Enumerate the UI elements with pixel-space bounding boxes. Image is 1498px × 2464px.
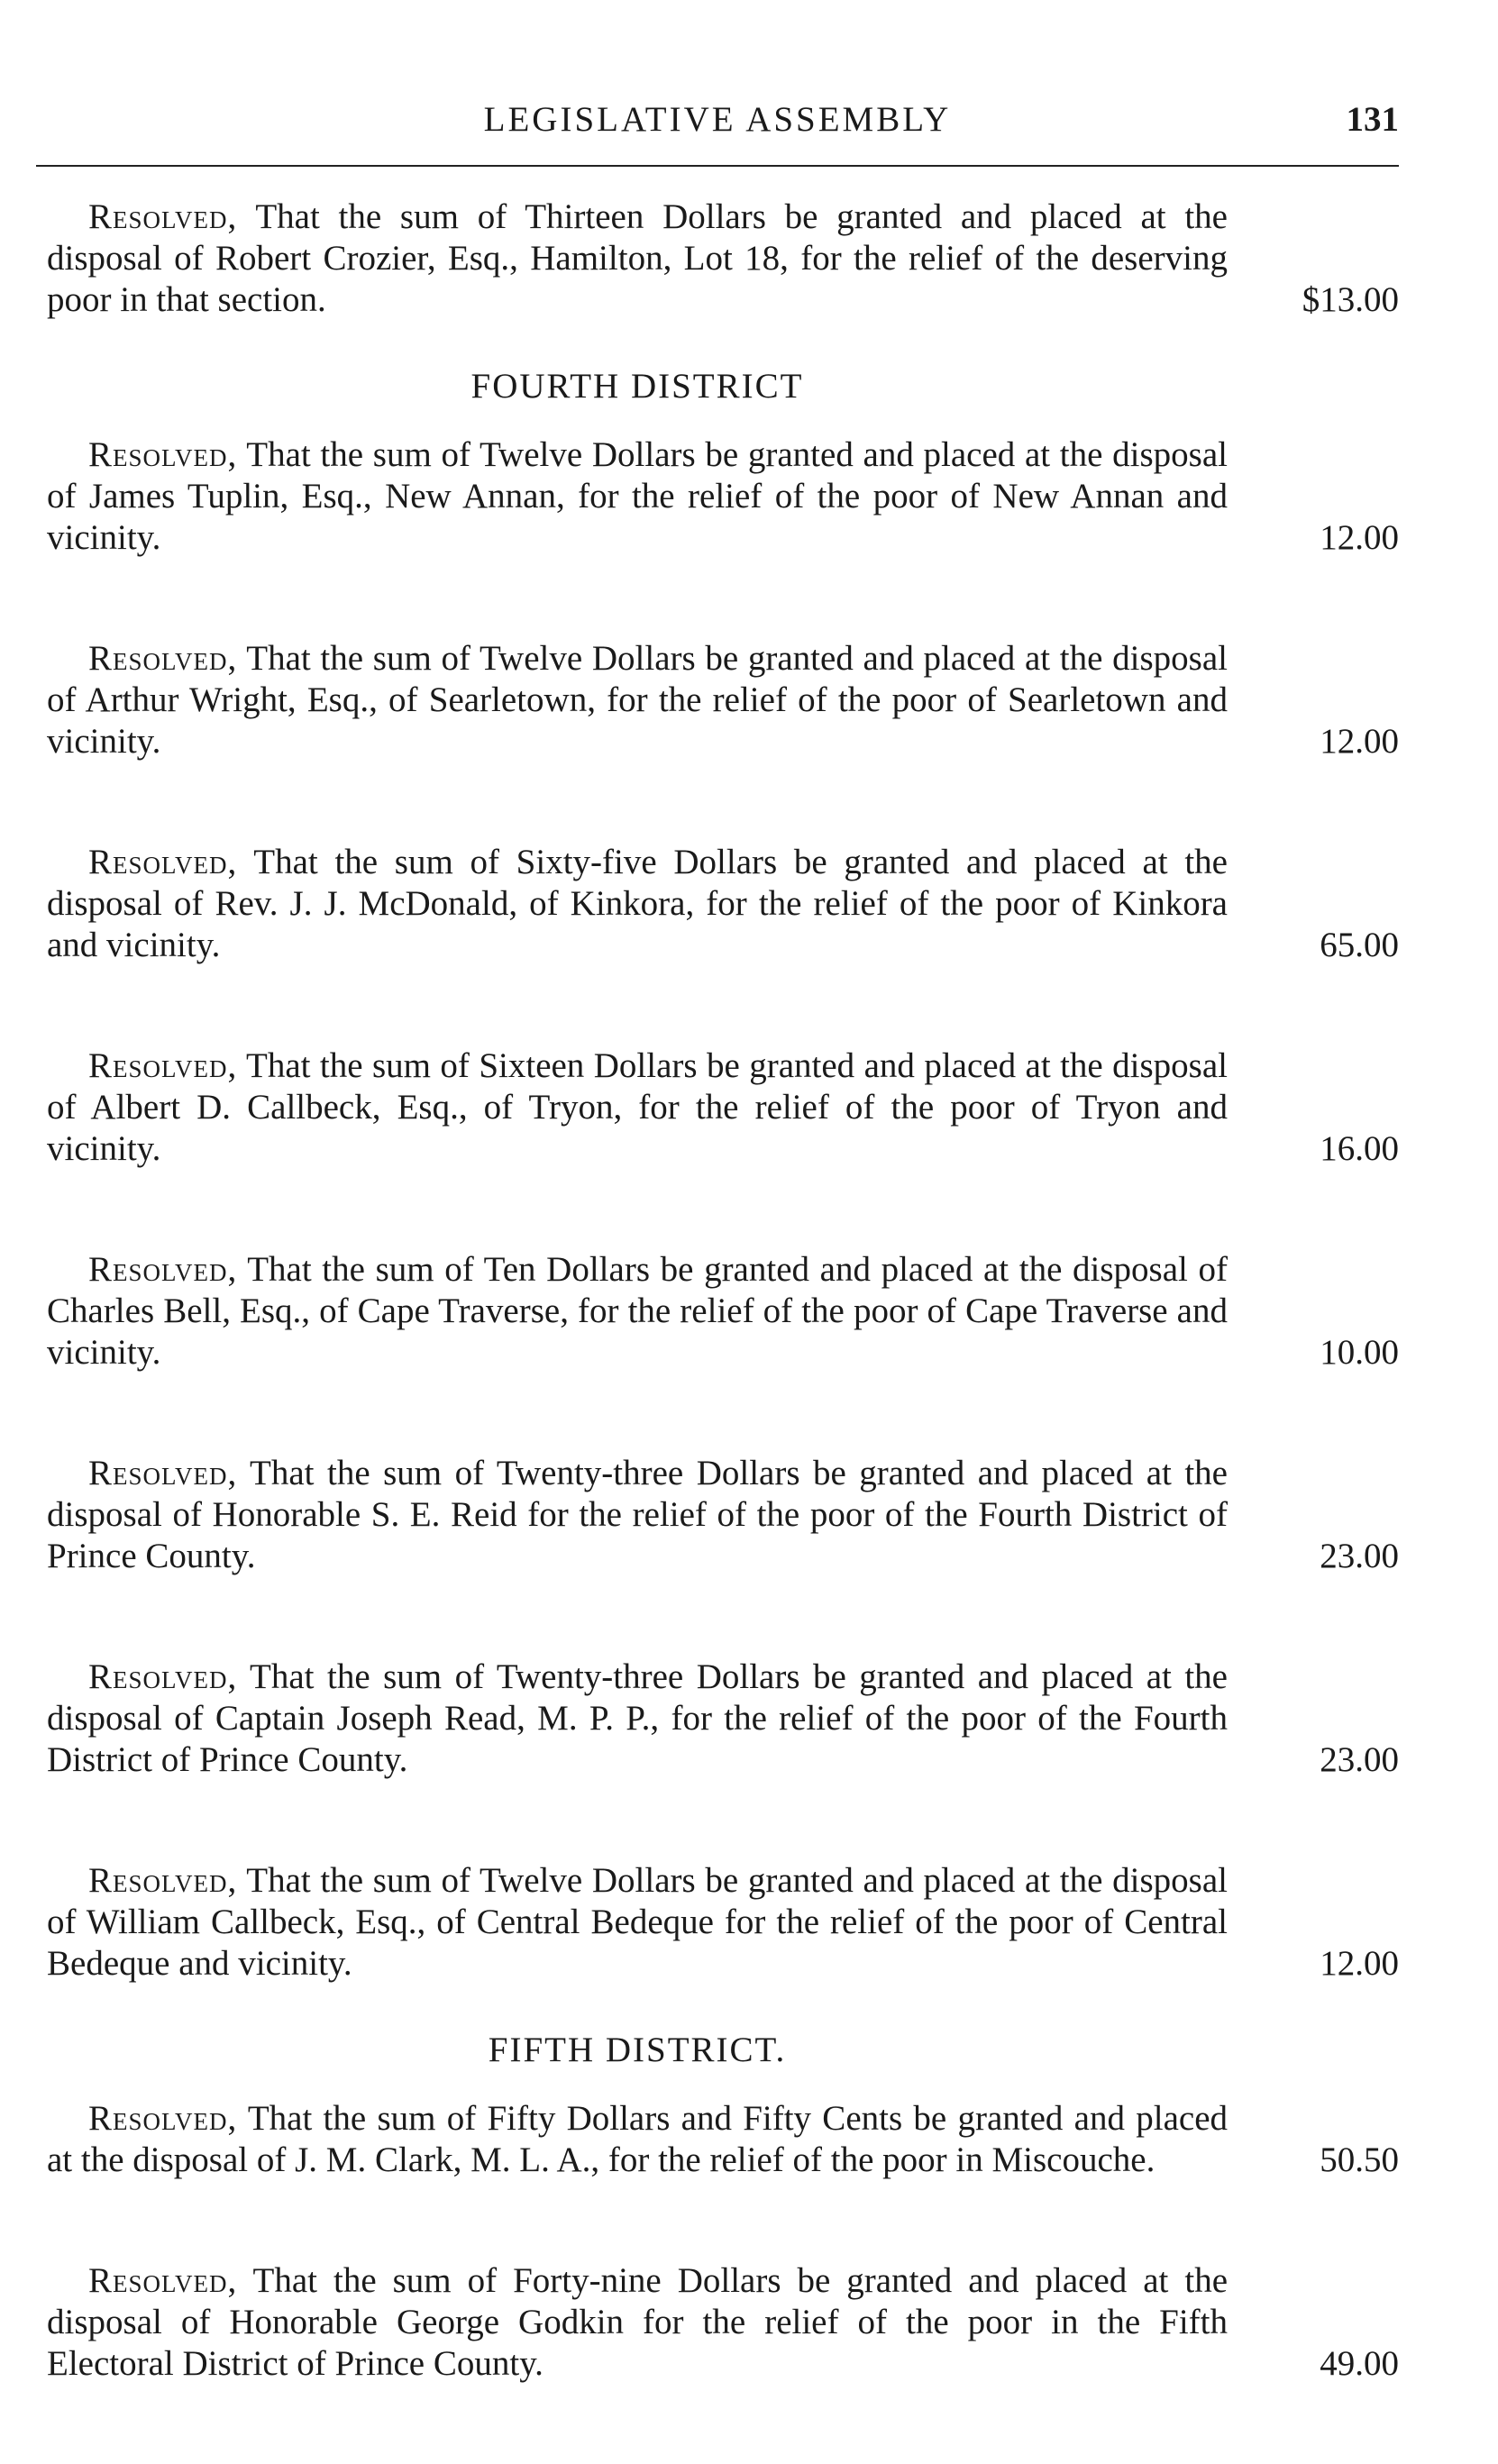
resolution-text	[47, 842, 1228, 966]
resolution-item	[47, 434, 1399, 559]
resolved-lead: Resolved,	[88, 1046, 238, 1085]
resolved-lead: Resolved,	[88, 843, 238, 881]
resolution-text	[47, 196, 1228, 321]
header-rule	[36, 165, 1399, 167]
resolution-item	[47, 1249, 1399, 1373]
grant-amount: 12.00	[1320, 518, 1399, 557]
resolution-text	[47, 1860, 1228, 1985]
grant-amount: 49.00	[1320, 2344, 1399, 2383]
resolution-body: That the sum of Forty-nine Dollars be granted and placed at the disposal of Honorable George Godkin for the relief of the poor in the Fifth Electoral District of Prince County.	[47, 2261, 1228, 2383]
resolution-text	[47, 638, 1228, 762]
resolution-text	[47, 2098, 1228, 2181]
resolution-item	[47, 2098, 1399, 2181]
resolution-item	[47, 842, 1399, 966]
grant-amount: 16.00	[1320, 1129, 1399, 1168]
resolved-lead: Resolved,	[88, 1454, 238, 1492]
resolved-lead: Resolved,	[88, 2099, 238, 2138]
resolution-item	[47, 638, 1399, 762]
resolution-body: That the sum of Ten Dollars be granted and placed at the disposal of Charles Bell, Esq., of Cape Traverse, for the relief of the poor of Cape Traverse and vicinity.	[47, 1250, 1228, 1372]
resolved-lead: Resolved,	[88, 1657, 238, 1696]
resolution-item	[47, 2260, 1399, 2385]
grant-amount: 12.00	[1320, 722, 1399, 761]
resolution-body: That the sum of Twelve Dollars be granted and placed at the disposal of James Tuplin, Esq., New Annan, for the relief of the poor of New Annan and vicinity.	[47, 435, 1228, 557]
resolution-item	[47, 1860, 1399, 1985]
resolution-body: That the sum of Thirteen Dollars be granted and placed at the disposal of Robert Crozier, Esq., Hamilton, Lot 18, for the relief of the deserving poor in that section.	[47, 197, 1228, 319]
resolution-text	[47, 2260, 1228, 2385]
resolution-text	[47, 1249, 1228, 1373]
page-header	[36, 87, 1399, 141]
resolution-body: That the sum of Sixteen Dollars be granted and placed at the disposal of Albert D. Callbeck, Esq., of Tryon, for the relief of the poor of Tryon and vicinity.	[47, 1046, 1228, 1168]
resolution-item	[47, 1656, 1399, 1781]
resolved-lead: Resolved,	[88, 2261, 238, 2300]
resolved-lead: Resolved,	[88, 1861, 238, 1900]
resolution-body: That the sum of Twelve Dollars be granted and placed at the disposal of William Callbeck, Esq., of Central Bedeque for the relief of the poor of Central Bedeque and vicinity.	[47, 1861, 1228, 1983]
resolved-lead: Resolved,	[88, 435, 238, 474]
district-heading: FOURTH DISTRICT	[470, 367, 804, 406]
running-title: LEGISLATIVE ASSEMBLY	[483, 100, 952, 139]
resolution-body: That the sum of Twenty-three Dollars be granted and placed at the disposal of Captain Joseph Read, M. P. P., for the relief of the poor of the Fourth District of Prince County.	[47, 1657, 1228, 1779]
grant-amount: 12.00	[1320, 1944, 1399, 1983]
resolution-item	[47, 1045, 1399, 1170]
grant-amount: 10.00	[1320, 1333, 1399, 1372]
resolved-lead: Resolved,	[88, 639, 238, 678]
resolution-item	[47, 1453, 1399, 1577]
resolution-body: That the sum of Twelve Dollars be granted and placed at the disposal of Arthur Wright, Esq., of Searletown, for the relief of the poor of Searletown and vicinity.	[47, 639, 1228, 761]
district-heading: FIFTH DISTRICT.	[488, 2031, 787, 2069]
page-number: 131	[1346, 100, 1399, 139]
resolution-text	[47, 1453, 1228, 1577]
grant-amount: 23.00	[1320, 1740, 1399, 1779]
resolution-body: That the sum of Twenty-three Dollars be granted and placed at the disposal of Honorable S. E. Reid for the relief of the poor of the Fourth District of Prince County.	[47, 1454, 1228, 1575]
document-body	[47, 196, 1399, 2464]
grant-amount: 23.00	[1320, 1537, 1399, 1575]
resolution-item	[47, 196, 1399, 321]
grant-amount: 50.50	[1320, 2140, 1399, 2179]
grant-amount: $13.00	[1302, 280, 1399, 319]
grant-amount: 65.00	[1320, 926, 1399, 964]
resolved-lead: Resolved,	[88, 1250, 238, 1289]
resolution-text	[47, 1656, 1228, 1781]
resolution-body: That the sum of Sixty-five Dollars be granted and placed at the disposal of Rev. J. J. McDonald, of Kinkora, for the relief of the poor of Kinkora and vicinity.	[47, 843, 1228, 964]
resolved-lead: Resolved,	[88, 197, 238, 236]
resolution-text	[47, 1045, 1228, 1170]
resolution-body: That the sum of Fifty Dollars and Fifty Cents be granted and placed at the disposal of J. M. Clark, M. L. A., for the relief of the poor in Miscouche.	[47, 2099, 1228, 2179]
resolution-text	[47, 434, 1228, 559]
